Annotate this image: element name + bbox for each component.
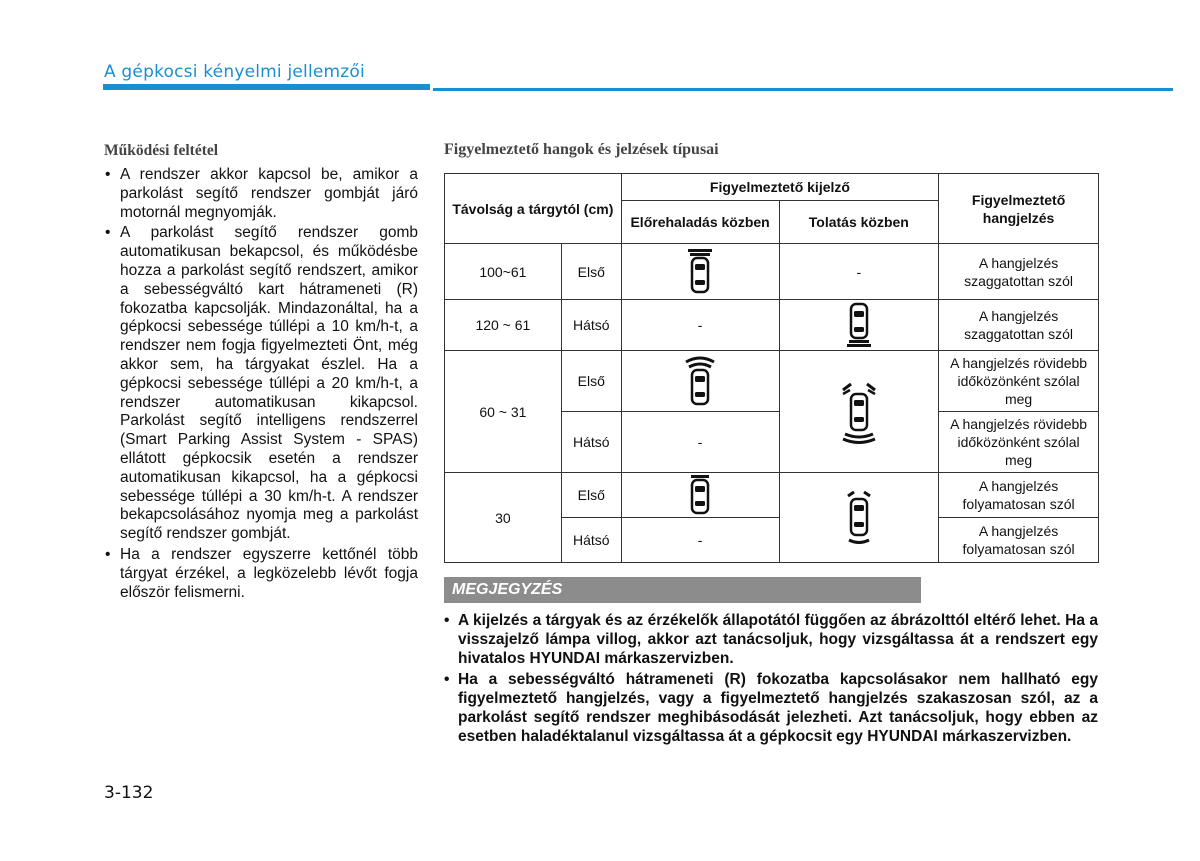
car-front-warning-icon: [687, 249, 713, 295]
distance-cell: 100~61: [445, 244, 562, 300]
car-corner-warning-icon: [839, 380, 879, 444]
sound-cell: A hangjelzés rövidebb időközönként szólal meg: [939, 351, 1099, 412]
car-front-warning-icon: [683, 356, 717, 406]
forward-cell: [621, 244, 779, 300]
forward-cell: [621, 473, 779, 518]
list-item: • Ha a sebességváltó hátrameneti (R) fokozatba kapcsolásakor nem hallható egy figyelmeztető hangjelzés, vagy a figyelmeztető hangjelzés szakaszosan szól, az a parkolást segítő rendszer meghibásodását jelezheti. Azt tanácsoljuk, hogy ebben az esetben haladéktalanul vizsgáltassa át a gépkocsit egy HYUNDAI márkaszervizben.: [444, 671, 1098, 746]
page-number: 3-132: [104, 783, 154, 803]
left-column: [104, 142, 418, 604]
list-item: • Ha a rendszer egyszerre kettőnél több tárgyat érzékel, a legközelebb lévőt fogja először felismerni.: [104, 546, 418, 602]
header-sound: Figyelmeztető hangjelzés: [939, 174, 1099, 244]
header-reverse: Tolatás közben: [779, 201, 939, 244]
list-item: • A kijelzés a tárgyak és az érzékelők állapotától függően az ábrázolttól eltérő lehet. Ha a visszajelző lámpa villog, akkor azt tanácsoljuk, hogy vizsgáltassa át a rendszert egy hivatalos HYUNDAI márkaszervizben.: [444, 612, 1098, 668]
car-corner-warning-icon: [842, 488, 876, 548]
note-label: MEGJEGYZÉS: [452, 581, 563, 598]
list-item: • A rendszer akkor kapcsol be, amikor a parkolást segítő rendszer gombját járó motornál megnyomják.: [104, 166, 418, 222]
sound-cell: A hangjelzés folyamatosan szól: [939, 473, 1099, 518]
distance-cell: 30: [445, 473, 562, 563]
side-cell: Hátsó: [561, 518, 621, 563]
note-list: [444, 612, 1098, 750]
list-item: • A parkolást segítő rendszer gomb automatikusan bekapcsol, és működésbe hozza a parkolást segítő rendszert, amikor a sebességváltó kart hátrameneti (R) fokozatba kapcsolják. Mindazonáltal, ha a gépkocsi sebessége túllépi a 10 km/h-t, a rendszer nem fogja figyelmezteti Önt, még akkor sem, ha tárgyakat észlel. Ha a gépkocsi sebessége túllépi a 20 km/h-t, a rendszer automatikusan kikapcsol. Parkolást segítő intelligens rendszerrel (Smart Parking Assist System - SPAS) ellátott gépkocsik esetén a rendszer automatikusan kikapcsol, ha a gépkocsi sebessége túllépi a 30 km/h-t. A rendszer bekapcsolásához nyomja meg a parkolást segítő rendszer gombját.: [104, 224, 418, 544]
car-front-warning-icon: [687, 475, 713, 515]
distance-cell: 60 ~ 31: [445, 351, 562, 473]
condition-list: [104, 166, 418, 602]
section-heading: Működési feltétel: [104, 142, 219, 159]
forward-cell: -: [621, 518, 779, 563]
sound-cell: A hangjelzés rövidebb időközönként szólal meg: [939, 412, 1099, 473]
table-row: [445, 473, 1099, 518]
reverse-cell: [779, 351, 939, 473]
header-indicator: Figyelmeztető kijelző: [621, 174, 938, 201]
table-row: [445, 300, 1099, 351]
sound-cell: A hangjelzés szaggatottan szól: [939, 300, 1099, 351]
table-row: [445, 351, 1099, 412]
distance-cell: 120 ~ 61: [445, 300, 562, 351]
forward-cell: [621, 351, 779, 412]
header-distance: Távolság a tárgytól (cm): [445, 174, 622, 244]
reverse-cell: -: [779, 244, 939, 300]
reverse-cell: [779, 473, 939, 563]
table-heading: Figyelmeztető hangok és jelzések típusai: [444, 141, 719, 158]
side-cell: Első: [561, 351, 621, 412]
side-cell: Hátsó: [561, 412, 621, 473]
header-forward: Előrehaladás közben: [621, 201, 779, 244]
side-cell: Hátsó: [561, 300, 621, 351]
warning-table: [444, 173, 1099, 563]
header-rule-light: [433, 88, 1173, 91]
header-rule-dark: [103, 84, 430, 90]
reverse-cell: [779, 300, 939, 351]
car-rear-warning-icon: [846, 302, 872, 348]
sound-cell: A hangjelzés folyamatosan szól: [939, 518, 1099, 563]
note-banner: [444, 577, 921, 603]
side-cell: Első: [561, 244, 621, 300]
sound-cell: A hangjelzés szaggatottan szól: [939, 244, 1099, 300]
forward-cell: -: [621, 412, 779, 473]
side-cell: Első: [561, 473, 621, 518]
forward-cell: -: [621, 300, 779, 351]
chapter-title: A gépkocsi kényelmi jellemzői: [104, 62, 365, 82]
table-row: [445, 244, 1099, 300]
